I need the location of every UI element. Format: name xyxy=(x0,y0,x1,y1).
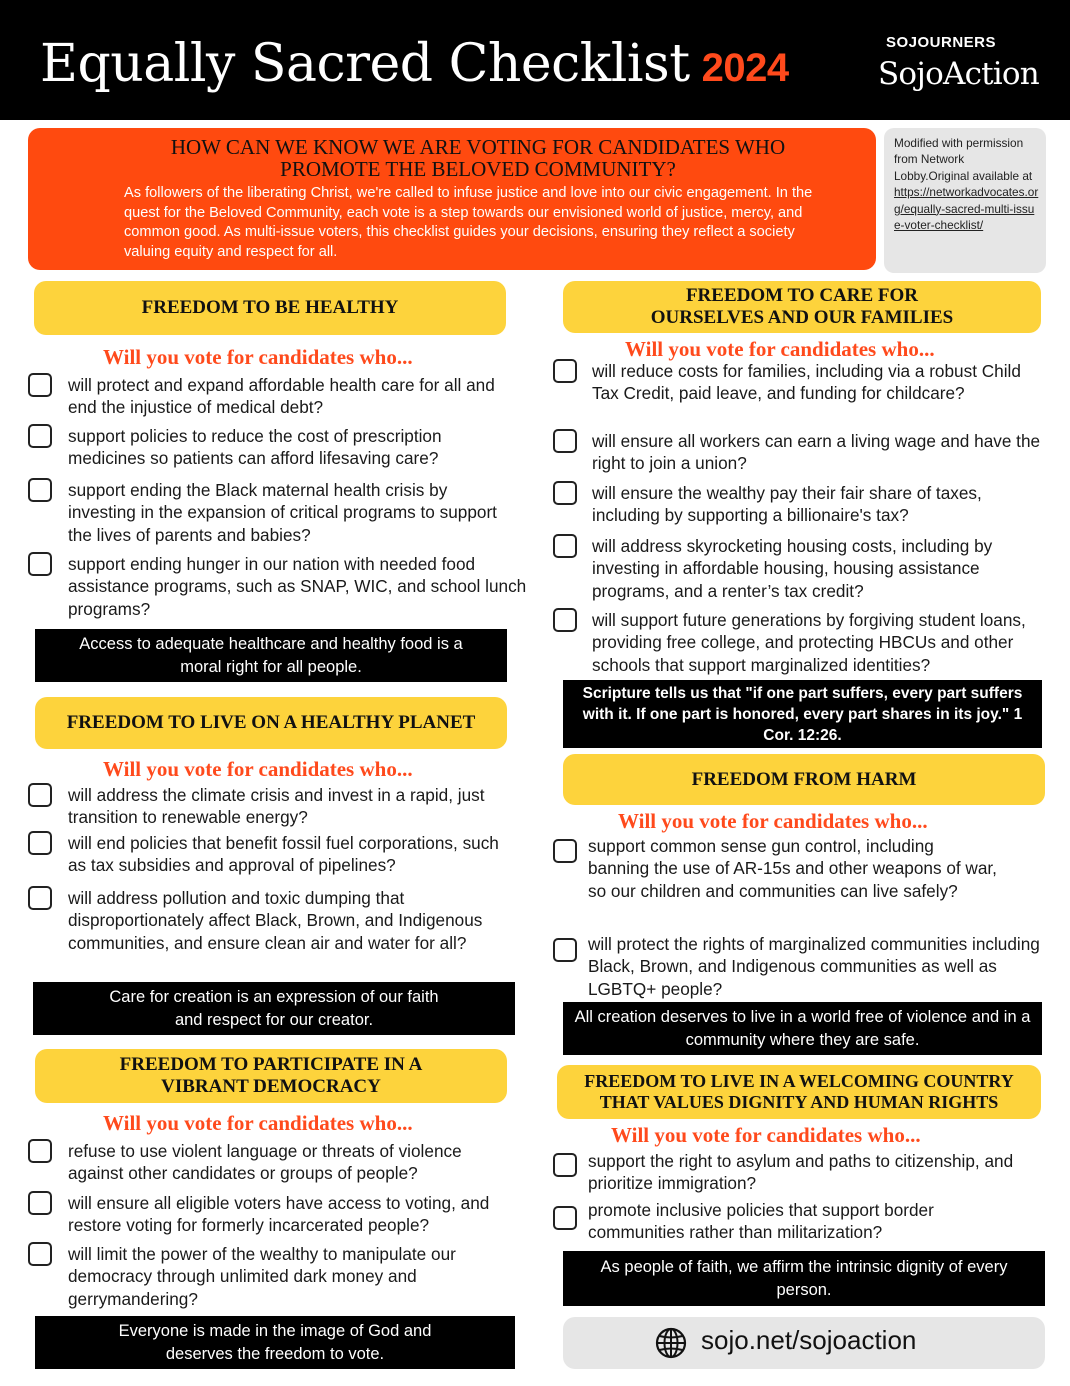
checklist-item: will ensure the wealthy pay their fair share of taxes, including by supporting a billionaire's tax? xyxy=(592,483,982,526)
checkbox[interactable] xyxy=(553,359,577,383)
checklist-item: will address the climate crisis and invest in a rapid, just transition to renewable energy? xyxy=(68,785,485,828)
quote-box xyxy=(563,1251,1045,1306)
attribution-text xyxy=(894,135,1040,233)
quote-box xyxy=(563,1002,1042,1055)
checklist-item: will reduce costs for families, including via a robust Child Tax Credit, paid leave, and funding for childcare? xyxy=(592,361,1021,404)
title-year: 2024 xyxy=(701,46,789,90)
title-text: Equally Sacred Checklist xyxy=(40,34,690,94)
checklist-item: will protect and expand affordable health care for all and end the injustice of medical debt? xyxy=(68,375,495,418)
checklist-item: support ending hunger in our nation with needed food assistance programs, such as SNAP, WIC, and school lunch programs? xyxy=(68,554,527,619)
quote-text: All creation deserves to live in a world free of violence and in a community where they are safe. xyxy=(574,1007,1031,1049)
brand-sojourners: SOJOURNERS xyxy=(886,34,997,51)
quote-text: As people of faith, we affirm the intrinsic dignity of every person. xyxy=(600,1257,1008,1299)
checkbox[interactable] xyxy=(28,1242,52,1266)
section-header-health: FREEDOM TO BE HEALTHY xyxy=(34,281,506,335)
section-title: FREEDOM TO PARTICIPATE IN A VIBRANT DEMOCRACY xyxy=(119,1054,423,1097)
section-header-welcoming xyxy=(557,1065,1041,1119)
quote-text: Access to adequate healthcare and healthy food is a moral right for all people. xyxy=(79,634,463,676)
checklist-item: will protect the rights of marginalized communities including Black, Brown, and Indigenous communities as well as LGBTQ+ people? xyxy=(588,934,1040,999)
checkbox[interactable] xyxy=(28,1139,52,1163)
brand-sojoaction-logo: SojoAction xyxy=(878,56,1039,92)
section-prompt: Will you vote for candidates who... xyxy=(103,345,413,369)
checkbox[interactable] xyxy=(553,481,577,505)
quote-box xyxy=(35,1316,515,1369)
attribution-label: Modified with permission from Network Lobby.Original available at xyxy=(894,136,1033,183)
section-prompt: Will you vote for candidates who... xyxy=(103,757,413,781)
quote-box xyxy=(563,680,1042,748)
checklist-item: will limit the power of the wealthy to manipulate our democracy through unlimited dark money and gerrymandering? xyxy=(68,1244,456,1309)
checkbox[interactable] xyxy=(553,1206,577,1230)
checkbox[interactable] xyxy=(28,783,52,807)
intro-text: As followers of the liberating Christ, we're called to infuse justice and love into our civic engagement. In the quest for the Beloved Community, each vote is a step towards our envisioned world of justice, mercy, and common good. As multi-issue voters, this checklist guides your decisions, ensuring they reflect a society valuing equity and respect for all. xyxy=(124,185,813,260)
checklist-item: will address skyrocketing housing costs, including by investing in affordable housing, housing assistance programs, and a renter’s tax credit? xyxy=(592,536,993,601)
quote-text: Care for creation is an expression of our faith and respect for our creator. xyxy=(109,987,439,1029)
checkbox[interactable] xyxy=(553,938,577,962)
checkbox[interactable] xyxy=(553,429,577,453)
checkbox[interactable] xyxy=(28,424,52,448)
quote-box xyxy=(33,982,515,1035)
footer-url[interactable]: sojo.net/sojoaction xyxy=(701,1325,917,1355)
attribution-note xyxy=(884,128,1046,273)
checkbox[interactable] xyxy=(28,886,52,910)
checkbox[interactable] xyxy=(28,552,52,576)
header-bar xyxy=(0,0,1070,120)
globe-icon xyxy=(655,1327,687,1359)
checkbox[interactable] xyxy=(28,373,52,397)
footer-link-box[interactable] xyxy=(563,1317,1045,1369)
checkbox[interactable] xyxy=(28,1191,52,1215)
checklist-item: will end policies that benefit fossil fuel corporations, such as tax subsidies and approval of pipelines? xyxy=(68,833,499,876)
quote-box xyxy=(35,629,507,682)
section-header-planet: FREEDOM TO LIVE ON A HEALTHY PLANET xyxy=(35,697,507,749)
intro-question-text: HOW CAN WE KNOW WE ARE VOTING FOR CANDIDATES WHO PROMOTE THE BELOVED COMMUNITY? xyxy=(170,135,786,181)
checklist-item: refuse to use violent language or threats of violence against other candidates or groups of people? xyxy=(68,1141,462,1184)
checklist-item: support policies to reduce the cost of prescription medicines so patients can afford lifesaving care? xyxy=(68,426,442,469)
checkbox[interactable] xyxy=(553,839,577,863)
checklist-item: support ending the Black maternal health crisis by investing in the expansion of critical programs to support the lives of parents and babies? xyxy=(68,480,497,545)
checklist-item: will address pollution and toxic dumping that disproportionately affect Black, Brown, and Indigenous communities, and ensure clean air and water for all? xyxy=(68,888,483,953)
section-title: FREEDOM TO CARE FOR OURSELVES AND OUR FAMILIES xyxy=(650,285,954,328)
section-header-democracy xyxy=(35,1049,507,1103)
section-header-families xyxy=(563,281,1041,333)
intro-box xyxy=(28,128,876,270)
section-prompt: Will you vote for candidates who... xyxy=(103,1111,413,1135)
section-prompt: Will you vote for candidates who... xyxy=(625,337,935,361)
quote-text: Everyone is made in the image of God and deserves the freedom to vote. xyxy=(118,1321,432,1363)
intro-question xyxy=(28,136,928,180)
checklist-item: support the right to asylum and paths to citizenship, and prioritize immigration? xyxy=(588,1151,1014,1194)
checkbox[interactable] xyxy=(553,534,577,558)
checkbox[interactable] xyxy=(28,831,52,855)
section-prompt: Will you vote for candidates who... xyxy=(611,1123,921,1147)
checklist-item: will ensure all eligible voters have access to voting, and restore voting for formerly incarcerated people? xyxy=(68,1193,490,1236)
attribution-link[interactable]: https://networkadvocates.org/equally-sacred-multi-issue-voter-checklist/ xyxy=(894,185,1039,233)
checklist-item: will support future generations by forgiving student loans, providing free college, and protecting HBCUs and other schools that support marginalized identities? xyxy=(592,610,1026,675)
checklist-item: support common sense gun control, including banning the use of AR-15s and other weapons of war, so our children and communities can live safely? xyxy=(588,836,997,901)
section-header-harm: FREEDOM FROM HARM xyxy=(563,754,1045,805)
checkbox[interactable] xyxy=(553,1153,577,1177)
checklist-item: promote inclusive policies that support border communities rather than militarization? xyxy=(588,1200,934,1243)
checkbox[interactable] xyxy=(553,608,577,632)
checklist-item: will ensure all workers can earn a living wage and have the right to join a union? xyxy=(592,431,1041,474)
checkbox[interactable] xyxy=(28,478,52,502)
section-title: FREEDOM TO LIVE IN A WELCOMING COUNTRY THAT VALUES DIGNITY AND HUMAN RIGHTS xyxy=(584,1071,1014,1112)
quote-text: Scripture tells us that "if one part suffers, every part suffers with it. If one part is honored, every part shares in its joy." 1 Cor. 12:26. xyxy=(582,684,1023,744)
section-prompt: Will you vote for candidates who... xyxy=(618,809,928,833)
page-title xyxy=(40,34,789,94)
